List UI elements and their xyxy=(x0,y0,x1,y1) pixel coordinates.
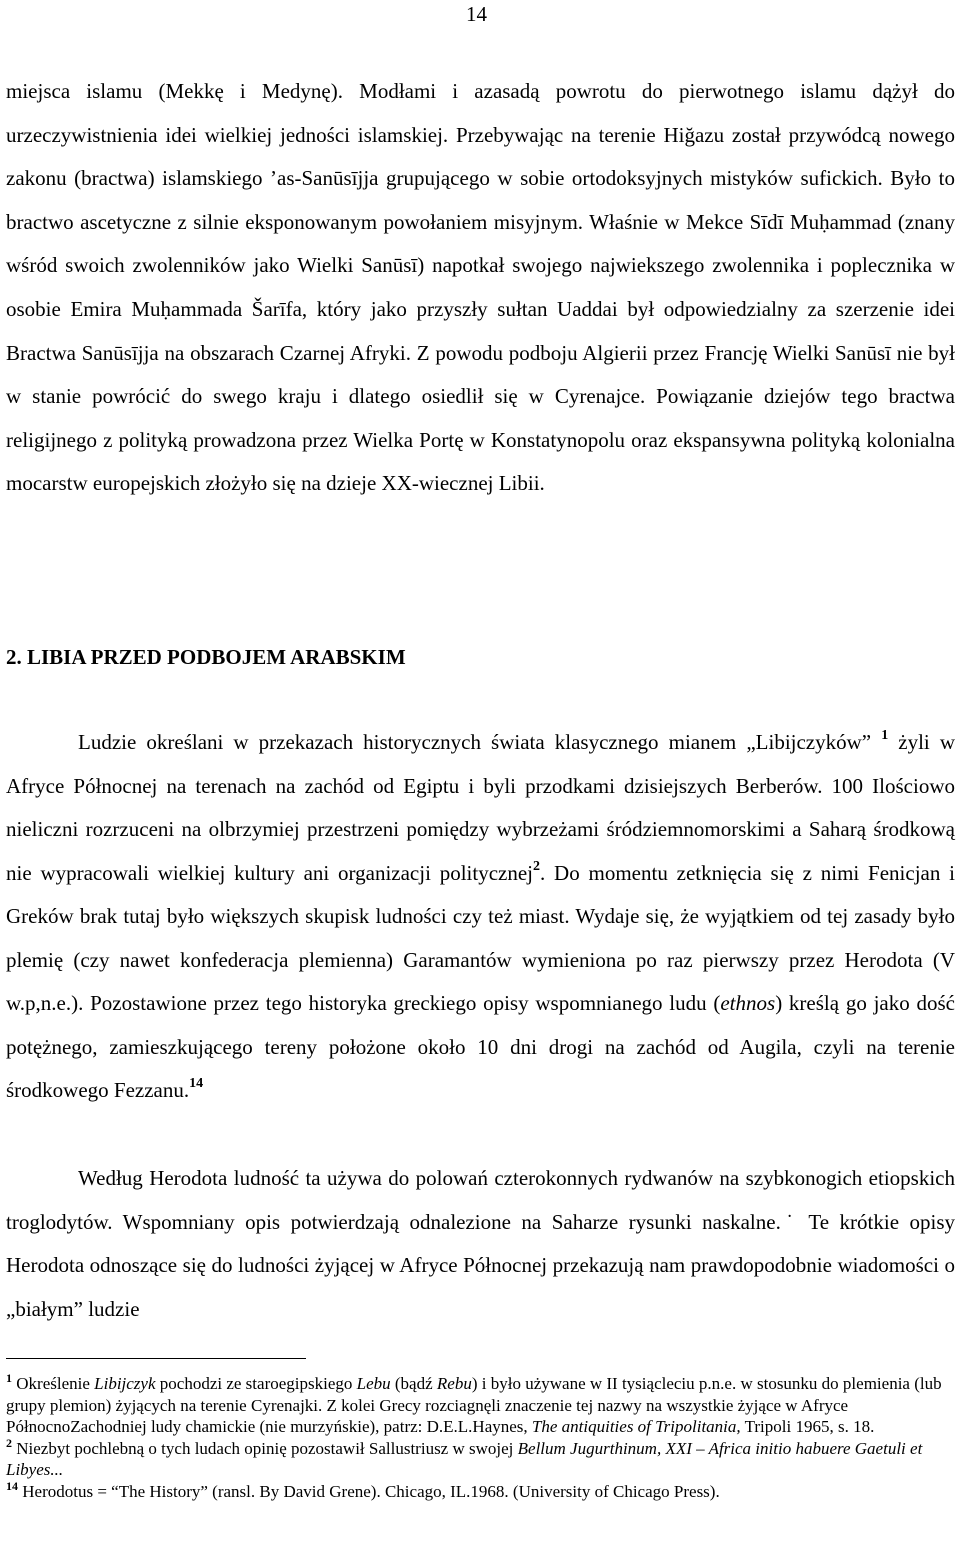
footnote-italic: Lebu xyxy=(356,1374,391,1393)
footnote-italic: Rebu xyxy=(436,1374,472,1393)
footnote-text: Herodotus = “The History” (ransl. By David Grene). Chicago, IL.1968. (University of Chicago Press). xyxy=(18,1481,720,1501)
footnote-divider xyxy=(6,1358,306,1359)
footnote-text: Tripoli 1965, s. 18. xyxy=(740,1417,875,1436)
footnote-ref-1[interactable]: 1 xyxy=(881,728,889,743)
paragraph-text: żyli w Afryce Północnej na terenach na zachód od Egiptu i byli przodkami dzisiejszych Berberów. 100 Ilościowo nieliczni rozrzuceni na olbrzymiej przestrzeni pomiędzy wybrzeżami śródziemnomorskimi a Saharą środkową nie wypracowali wielkiej kultury ani organizacji politycznej xyxy=(6,730,956,885)
footnote-text: Określenie xyxy=(12,1374,95,1393)
footnote-text: (bądź xyxy=(390,1374,437,1393)
footnote-italic: Bellum Jugurthinum, XXI – Africa initio habuere Gaetuli et Libyes... xyxy=(6,1438,923,1479)
body-paragraph-3: Według Herodota ludność ta używa do polowań czterokonnych rydwanów na szybkonogich etiopskich troglodytów. Wspomniany opis potwierdzają odnalezione na Saharze rysunki naskalne.˙ Te krótkie opisy Herodota odnoszące się do ludności żyjącej w Afryce Północnej przekazują nam prawdopodobnie wiadomości o „białym” ludzie xyxy=(6,1166,955,1321)
paragraph-text: . Do momentu zetknięcia się z nimi Fenicjan i Greków brak tutaj było większych skupisk ludności czy też miast. Wydaje się, że wyjątkiem od tej zasady było plemię (czy nawet konfederacja plemienna) Garamantów wymieniona po raz pierwszy przez Herodota (V w.p,n.e.). Pozostawione przez tego historyka greckiego opisy wspomnianego ludu ( xyxy=(6,860,955,1015)
paragraph-text: ) kreślą go jako dość potężnego, zamieszkującego tereny położone około 10 dni drogi na zachód od Augila, czyli na terenie środkowego Fezzanu. xyxy=(6,991,955,1102)
footnote-1 xyxy=(6,1373,946,1438)
footnote-text: ) i było używane w II tysiącleciu p.n.e. w stosunku do plemienia (lub grupy plemion) żyjących na terenie Cyrenajki. Z kolei Grecy rozciagnęli znaczenie tej nazwy na wszystkie żyjące w Afryce PółnocnoZachodniej ludy chamickie (nie murzyńskie), patrz: D.E.L.Haynes, xyxy=(6,1374,942,1436)
footnote-text: Niezbyt pochlebną o tych ludach opinię pozostawił Sallustriusz w swojej xyxy=(12,1438,518,1458)
footnote-number: 2 xyxy=(6,1435,12,1450)
footnote-2 xyxy=(6,1435,946,1481)
page-number: 14 xyxy=(466,2,487,26)
footnote-ref-2[interactable]: 2 xyxy=(533,858,541,874)
footnotes xyxy=(6,1373,946,1502)
body-paragraph-1: miejsca islamu (Mekkę i Medynę). Modłami i azasadą powrotu do pierwotnego islamu dążył do urzeczywistnienia idei wielkiej jedności islamskiej. Przebywając na terenie Hiğazu został przywódcą nowego zakonu (bractwa) islamskiego ’as-Sanūsījja grupującego w sobie ortodoksyjnych mistyków sufickich. Było to bractwo ascetyczne z silnie eksponowanym powołaniem misyjnym. Właśnie w Mekce Sīdī Muḥammad (znany wśród swoich zwolenników jako Wielki Sanūsī) napotkał swojego najwiekszego zwolennika i poplecznika w osobie Emira Muḥammada Šarīfa, który jako przyszły sułtan Uaddai był odpowiedzialny za szerzenie idei Bractwa Sanūsījja na obszarach Czarnej Afryki. Z powodu podboju Algierii przez Francję Wielki Sanūsī nie był w stanie powrócić do swego kraju i dlatego osiedlił się w Cyrenajce. Powiązanie dziejów tego bractwa religijnego z polityką prowadzona przez Wielka Portę w Konstatynopolu oraz ekspansywna polityką kolonialna mocarstw europejskich złożyło się na dzieje XX-wiecznej Libii. xyxy=(6,79,955,496)
paragraph-text: Ludzie określani w przekazach historycznych świata klasycznego mianem „Libijczyków” xyxy=(78,730,872,754)
footnote-number: 1 xyxy=(6,1371,12,1385)
footnote-text: pochodzi ze staroegipskiego xyxy=(155,1374,357,1393)
footnote-number: 14 xyxy=(6,1478,18,1493)
footnote-14 xyxy=(6,1478,946,1503)
body-paragraph-2 xyxy=(6,721,955,1113)
footnote-italic: The antiquities of Tripolitania, xyxy=(531,1417,741,1436)
section-heading: 2. LIBIA PRZED PODBOJEM ARABSKIM xyxy=(6,645,406,669)
footnote-italic: Libijczyk xyxy=(94,1374,156,1393)
footnote-ref-14[interactable]: 14 xyxy=(189,1076,204,1091)
italic-term: ethnos xyxy=(720,991,776,1015)
